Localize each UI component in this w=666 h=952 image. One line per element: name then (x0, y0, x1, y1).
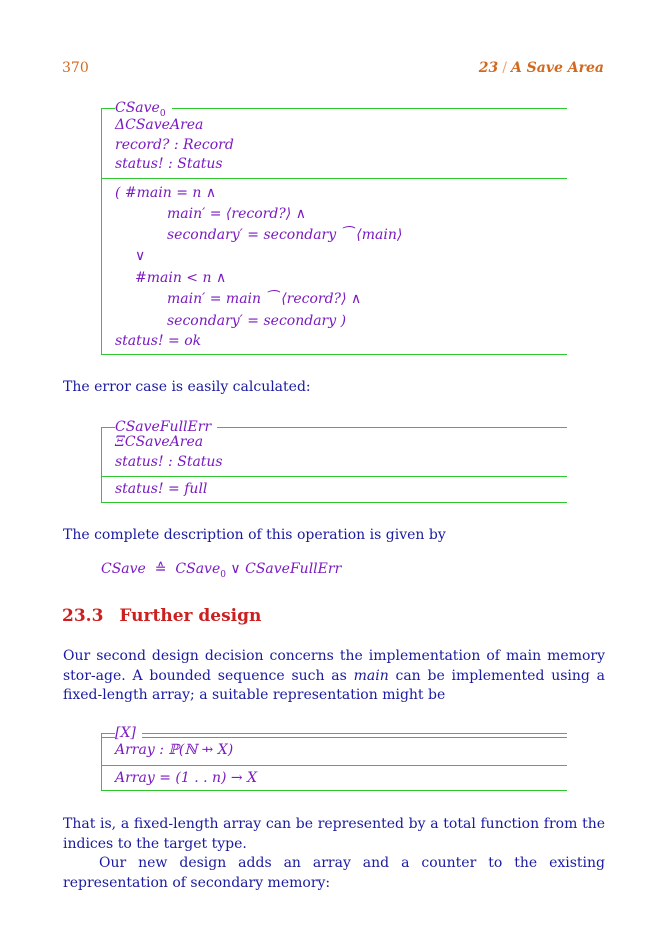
decl-status: status! : Status (115, 156, 223, 172)
paragraph: Our second design decision concerns the implementation of main memory stor-age. A bounded sequence such as main can be implemented using a fixed-length array; a suitable representation might be (63, 648, 605, 703)
generic-array-def (101, 725, 567, 791)
schema-title: CSaveFullErr (115, 417, 217, 437)
page-number: 370 (62, 60, 89, 76)
decl-status: status! : Status (115, 454, 223, 470)
section-title: Further design (119, 606, 262, 626)
section-number: 23.3 (62, 606, 104, 626)
running-header (479, 60, 604, 76)
pred-line: status! = ok (115, 333, 202, 349)
pred-line: #main < n ∧ (135, 270, 227, 286)
decl-xi: ΞCSaveArea (115, 434, 204, 450)
schema-csavefullerr (101, 419, 567, 503)
decl-array: Array : ℙ(ℕ ⇸ X) (115, 742, 234, 758)
decl-record: record? : Record (115, 137, 234, 153)
paragraph: The complete description of this operation is given by (63, 527, 446, 543)
section-heading (62, 606, 261, 626)
chapter-title: A Save Area (510, 60, 604, 76)
pred-line: secondary′ = secondary ) (167, 313, 347, 329)
paragraph: Our new design adds an array and a counter to the existing representation of secondary memory: (63, 855, 605, 891)
decl-delta: ΔCSaveArea (115, 117, 204, 133)
schema-title: CSave$_0$ (115, 98, 172, 124)
pred-line: main′ = ⟨record?⟩ ∧ (167, 206, 306, 222)
pred-line: ∨ (135, 248, 146, 264)
pred-line: status! = full (115, 481, 208, 497)
pred-array: Array = (1 . . n) → X (115, 770, 258, 786)
paragraph: The error case is easily calculated: (63, 379, 311, 395)
pred-line: ( #main = n ∧ (115, 185, 217, 201)
schema-csave0 (101, 100, 567, 355)
paragraph: That is, a fixed-length array can be represented by a total function from the indices to the target type. (63, 816, 605, 852)
definition-csave: CSave ≙ CSave$_0$ ∨ CSaveFullErr (101, 561, 342, 580)
header-separator: / (502, 60, 507, 76)
chapter-number: 23 (478, 60, 499, 76)
pred-line: main′ = main ⁀ ⟨record?⟩ ∧ (167, 291, 362, 307)
pred-line: secondary′ = secondary ⁀ ⟨main⟩ (167, 227, 403, 243)
generic-param: [X] (115, 723, 142, 743)
